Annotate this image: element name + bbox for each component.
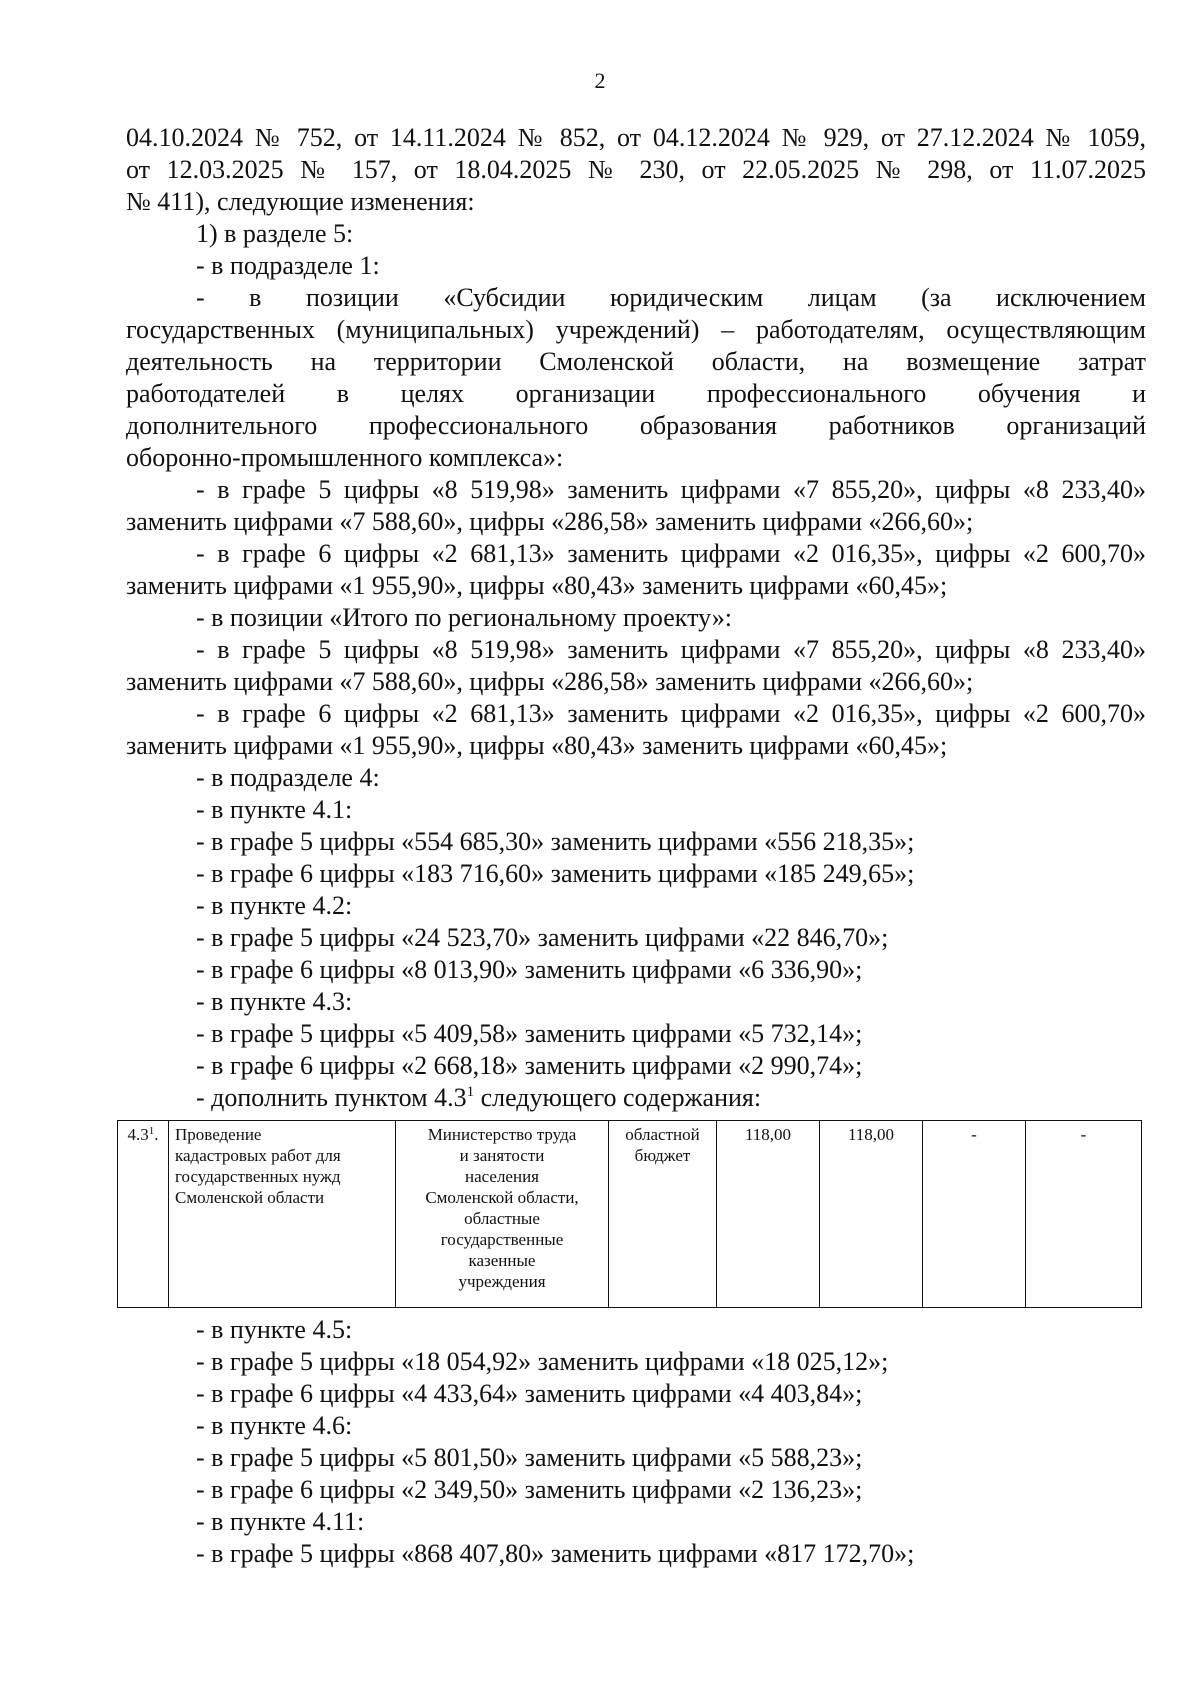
item-name: Проведение кадастровых работ для государственных нужд Смоленской области: [175, 1125, 341, 1207]
intro-line-1: 04.10.2024 № 752, от 14.11.2024 № 852, от 04.12.2024 № 929, от 27.12.2024 № 1059,: [126, 123, 1146, 152]
graph5-change-a1: - в графе 5 цифры «8 519,98» заменить цифрами «7 855,20», цифры «8 233,40»: [196, 475, 1146, 504]
itogo-position: - в позиции «Итого по региональному проекту»:: [196, 603, 732, 632]
value-3: -: [971, 1125, 977, 1144]
item-4-2-graph6: - в графе 6 цифры «8 013,90» заменить цифрами «6 336,90»;: [196, 955, 863, 984]
value-cell-3: [923, 1121, 1026, 1308]
item-4-3-graph5: - в графе 5 цифры «5 409,58» заменить цифрами «5 732,14»;: [196, 1019, 863, 1048]
item-4-5-graph5: - в графе 5 цифры «18 054,92» заменить цифрами «18 025,12»;: [196, 1347, 889, 1376]
item-number-superscript: 1: [148, 1125, 155, 1137]
add-item-text: - дополнить пунктом 4.3: [196, 1083, 467, 1112]
item-4-3-graph6: - в графе 6 цифры «2 668,18» заменить цифрами «2 990,74»;: [196, 1051, 863, 1080]
executor-cell: [396, 1121, 609, 1308]
executor: Министерство труда и занятости населения Смоленской области, областные государственные казенные учреждения: [425, 1125, 579, 1291]
item-number-dot: .: [154, 1125, 159, 1144]
value-4: -: [1080, 1125, 1087, 1144]
section-heading: 1) в разделе 5:: [196, 219, 354, 248]
graph6-change-b2: заменить цифрами «1 955,90», цифры «80,43» заменить цифрами «60,45»;: [126, 731, 948, 760]
page-number: 2: [594, 68, 606, 93]
add-item-superscript: 1: [466, 1084, 475, 1100]
source-cell: [609, 1121, 717, 1308]
subsection-heading: - в подразделе 1:: [196, 251, 380, 280]
item-name-cell: [169, 1121, 396, 1308]
item-4-2-heading: - в пункте 4.2:: [196, 891, 353, 920]
position-line-2: государственных (муниципальных) учреждений) – работодателям, осуществляющим: [126, 315, 1146, 344]
value-cell-2: [820, 1121, 923, 1308]
graph5-change-b2: заменить цифрами «7 588,60», цифры «286,58» заменить цифрами «266,60»;: [126, 667, 974, 696]
graph6-change-b1: - в графе 6 цифры «2 681,13» заменить цифрами «2 016,35», цифры «2 600,70»: [196, 699, 1146, 728]
table-row: [118, 1121, 1142, 1308]
item-4-3-heading: - в пункте 4.3:: [196, 987, 353, 1016]
graph5-change-a2: заменить цифрами «7 588,60», цифры «286,58» заменить цифрами «266,60»;: [126, 507, 974, 536]
item-4-6-graph6: - в графе 6 цифры «2 349,50» заменить цифрами «2 136,23»;: [196, 1475, 863, 1504]
add-item-instruction: [196, 1082, 761, 1114]
item-number: 4.3: [127, 1125, 149, 1144]
item-4-1-heading: - в пункте 4.1:: [196, 795, 353, 824]
value-2: 118,00: [847, 1125, 895, 1144]
position-line-3: деятельность на территории Смоленской области, на возмещение затрат: [126, 347, 1146, 376]
item-4-11-heading: - в пункте 4.11:: [196, 1507, 365, 1536]
item-number-cell: [118, 1121, 169, 1308]
item-4-5-graph6: - в графе 6 цифры «4 433,64» заменить цифрами «4 403,84»;: [196, 1379, 863, 1408]
position-line-4: работодателей в целях организации профессионального обучения и: [126, 379, 1146, 408]
subsection-4-heading: - в подразделе 4:: [196, 763, 380, 792]
graph5-change-b1: - в графе 5 цифры «8 519,98» заменить цифрами «7 855,20», цифры «8 233,40»: [196, 635, 1146, 664]
graph6-change-a2: заменить цифрами «1 955,90», цифры «80,43» заменить цифрами «60,45»;: [126, 571, 948, 600]
inserted-item-table: [117, 1120, 1142, 1308]
item-4-1-graph5: - в графе 5 цифры «554 685,30» заменить цифрами «556 218,35»;: [196, 827, 915, 856]
item-4-2-graph5: - в графе 5 цифры «24 523,70» заменить цифрами «22 846,70»;: [196, 923, 889, 952]
item-4-5-heading: - в пункте 4.5:: [196, 1315, 353, 1344]
position-line-5: дополнительного профессионального образования работников организаций: [126, 411, 1146, 440]
funding-source: областной бюджет: [625, 1125, 700, 1165]
graph6-change-a1: - в графе 6 цифры «2 681,13» заменить цифрами «2 016,35», цифры «2 600,70»: [196, 539, 1146, 568]
value-cell-4: [1026, 1121, 1142, 1308]
item-4-6-heading: - в пункте 4.6:: [196, 1411, 353, 1440]
intro-line-2: от 12.03.2025 № 157, от 18.04.2025 № 230, от 22.05.2025 № 298, от 11.07.2025: [126, 155, 1146, 184]
value-1: 118,00: [744, 1125, 792, 1144]
intro-line-3: № 411), следующие изменения:: [126, 187, 475, 216]
position-line-6: оборонно-промышленного комплекса»:: [126, 443, 564, 472]
item-4-11-graph5: - в графе 5 цифры «868 407,80» заменить цифрами «817 172,70»;: [196, 1539, 915, 1568]
value-cell-1: [717, 1121, 820, 1308]
item-4-1-graph6: - в графе 6 цифры «183 716,60» заменить цифрами «185 249,65»;: [196, 859, 915, 888]
add-item-text-end: следующего содержания:: [474, 1083, 762, 1112]
position-line-1: - в позиции «Субсидии юридическим лицам (за исключением: [196, 283, 1146, 312]
item-4-6-graph5: - в графе 5 цифры «5 801,50» заменить цифрами «5 588,23»;: [196, 1443, 863, 1472]
